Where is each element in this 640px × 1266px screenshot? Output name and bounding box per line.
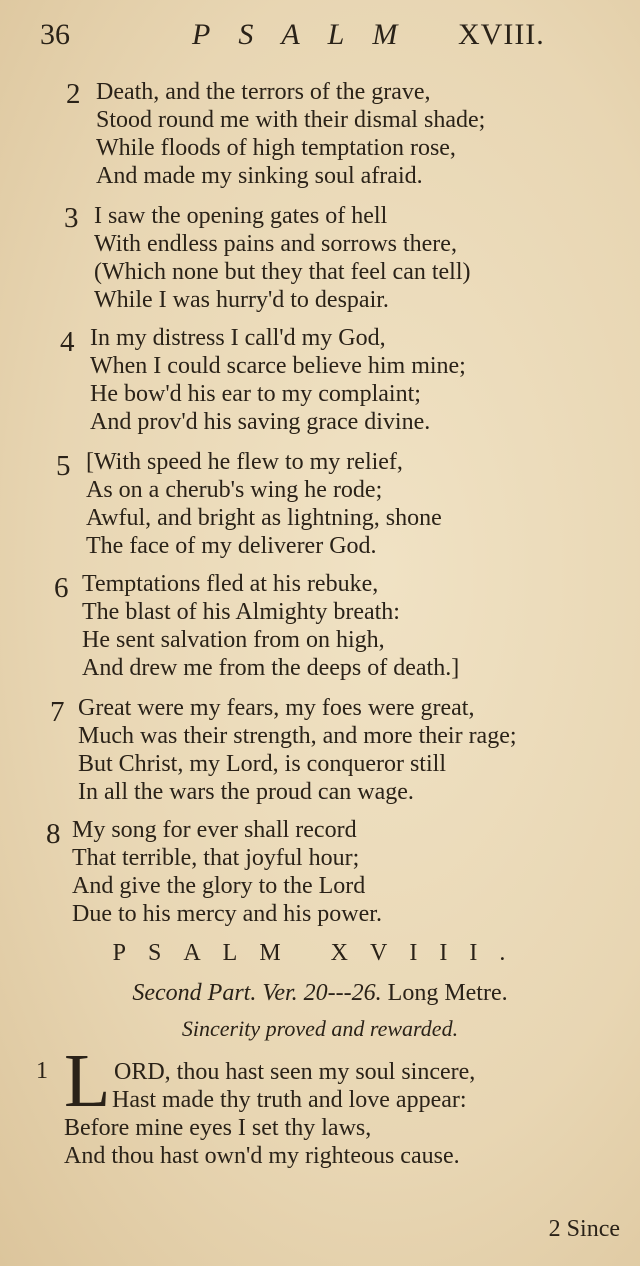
- drop-cap: L: [64, 1039, 111, 1123]
- stanza-number: 4: [60, 326, 75, 358]
- verse-line: And thou hast own'd my righteous cause.: [64, 1143, 460, 1169]
- stanza-number: 5: [56, 450, 71, 482]
- verse-line: And prov'd his saving grace divine.: [90, 409, 431, 435]
- stanza-number: 7: [50, 696, 65, 728]
- verse-line: Great were my fears, my foes were great,: [78, 695, 475, 721]
- verse-line: Death, and the terrors of the grave,: [96, 79, 431, 105]
- verse-line: But Christ, my Lord, is conqueror still: [78, 751, 446, 777]
- verse-line: And give the glory to the Lord: [72, 873, 366, 899]
- verse-line: I saw the opening gates of hell: [94, 203, 388, 229]
- verse-line: And drew me from the deeps of death.]: [82, 655, 460, 681]
- running-title: PSALM: [192, 18, 426, 51]
- verse-line: As on a cherub's wing he rode;: [86, 477, 383, 503]
- verse-line: When I could scarce believe him mine;: [90, 353, 466, 379]
- stanza-number: 8: [46, 818, 61, 850]
- verse-line: The blast of his Almighty breath:: [82, 599, 400, 625]
- running-numeral: XVIII.: [458, 18, 545, 51]
- verse-line: Due to his mercy and his power.: [72, 901, 382, 927]
- verse-line: My song for ever shall record: [72, 817, 357, 843]
- stanza-number: 2: [66, 78, 81, 110]
- stanza-number: 1: [36, 1058, 48, 1084]
- verse-line: He sent salvation from on high,: [82, 627, 385, 653]
- verse-line: That terrible, that joyful hour;: [72, 845, 360, 871]
- verse-line: While I was hurry'd to despair.: [94, 287, 389, 313]
- stanza-number: 3: [64, 202, 79, 234]
- verse-line: Before mine eyes I set thy laws,: [64, 1115, 372, 1141]
- verse-line: With endless pains and sorrows there,: [94, 231, 457, 257]
- part-label: Second Part. Ver. 20---26.: [132, 980, 382, 1006]
- verse-line: Much was their strength, and more their rage;: [78, 723, 517, 749]
- page-number: 36: [40, 18, 70, 51]
- psalm-heading: PSALM XVIII.: [112, 940, 528, 966]
- verse-line: Hast made thy truth and love appear:: [112, 1087, 467, 1113]
- verse-line: The face of my deliverer God.: [86, 533, 377, 559]
- verse-line: In all the wars the proud can wage.: [78, 779, 414, 805]
- verse-line: Awful, and bright as lightning, shone: [86, 505, 442, 531]
- part-heading: [0, 980, 640, 1007]
- verse-line: He bow'd his ear to my complaint;: [90, 381, 421, 407]
- hymn-subtitle: Sincerity proved and rewarded.: [181, 1016, 459, 1041]
- verse-line: While floods of high temptation rose,: [96, 135, 456, 161]
- page-header: [40, 18, 620, 58]
- verse-line: Stood round me with their dismal shade;: [96, 107, 486, 133]
- metre-label: Long Metre.: [387, 980, 508, 1006]
- verse-line: In my distress I call'd my God,: [90, 325, 386, 351]
- catchword: 2 Since: [548, 1216, 620, 1242]
- verse-line: ORD, thou hast seen my soul sincere,: [114, 1059, 476, 1085]
- stanza-number: 6: [54, 572, 69, 604]
- verse-line: (Which none but they that feel can tell): [94, 259, 471, 285]
- verse-line: [With speed he flew to my relief,: [86, 449, 403, 475]
- verse-line: Temptations fled at his rebuke,: [82, 571, 379, 597]
- verse-line: And made my sinking soul afraid.: [96, 163, 423, 189]
